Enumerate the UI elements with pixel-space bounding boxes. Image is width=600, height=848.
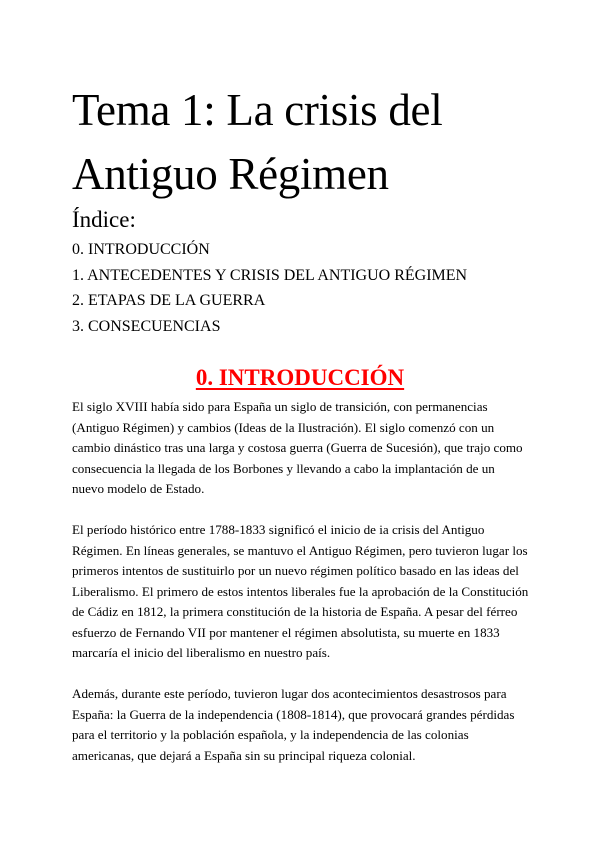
- paragraph: El siglo XVIII había sido para España un siglo de transición, con permanencias (Antiguo Régimen) y cambios (Ideas de la Ilustración). El siglo comenzó con un cambio dinástico tras una larga y costosa guerra (Guerra de Sucesión), que trajo como consecuencia la llegada de los Borbones y llevando a cabo la implantación de un nuevo modelo de Estado.: [72, 399, 523, 496]
- section-heading-text: 0. INTRODUCCIÓN: [195, 365, 405, 390]
- paragraph: El período histórico entre 1788-1833 significó el inicio de ia crisis del Antiguo Régimen. En líneas generales, se mantuvo el Antiguo Régimen, pero tuvieron lugar los primeros intentos de sustituirlo por un nuevo régimen político basado en las ideas del Liberalismo. El primero de estos intentos liberales fue la aprobación de la Constitución de Cádiz en 1812, la primera constitución de la historia de España. A pesar del férreo esfuerzo de Fernando VII por mantener el régimen absolutista, su muerte en 1833 marcaría el inicio del liberalismo en nuestro país.: [72, 522, 529, 660]
- index-item: 3. CONSECUENCIAS: [72, 317, 221, 335]
- index-heading: Índice:: [72, 207, 136, 232]
- section-body: [72, 397, 530, 787]
- section-heading: [0, 364, 600, 392]
- index-item: 2. ETAPAS DE LA GUERRA: [72, 292, 266, 309]
- paragraph: Además, durante este período, tuvieron lugar dos acontecimientos desastrosos para España: la Guerra de la independencia (1808-1814), que provocará grandes pérdidas para el territorio y la población española, y la independencia de las colonias americanas, que dejará a España sin su principal riqueza colonial.: [72, 686, 515, 763]
- index-list: [72, 237, 467, 339]
- index-item: 1. ANTECEDENTES Y CRISIS DEL ANTIGUO RÉGIMEN: [72, 266, 468, 284]
- document-title: Tema 1: La crisis del Antiguo Régimen: [72, 85, 443, 199]
- index-item: 0. INTRODUCCIÓN: [72, 241, 210, 258]
